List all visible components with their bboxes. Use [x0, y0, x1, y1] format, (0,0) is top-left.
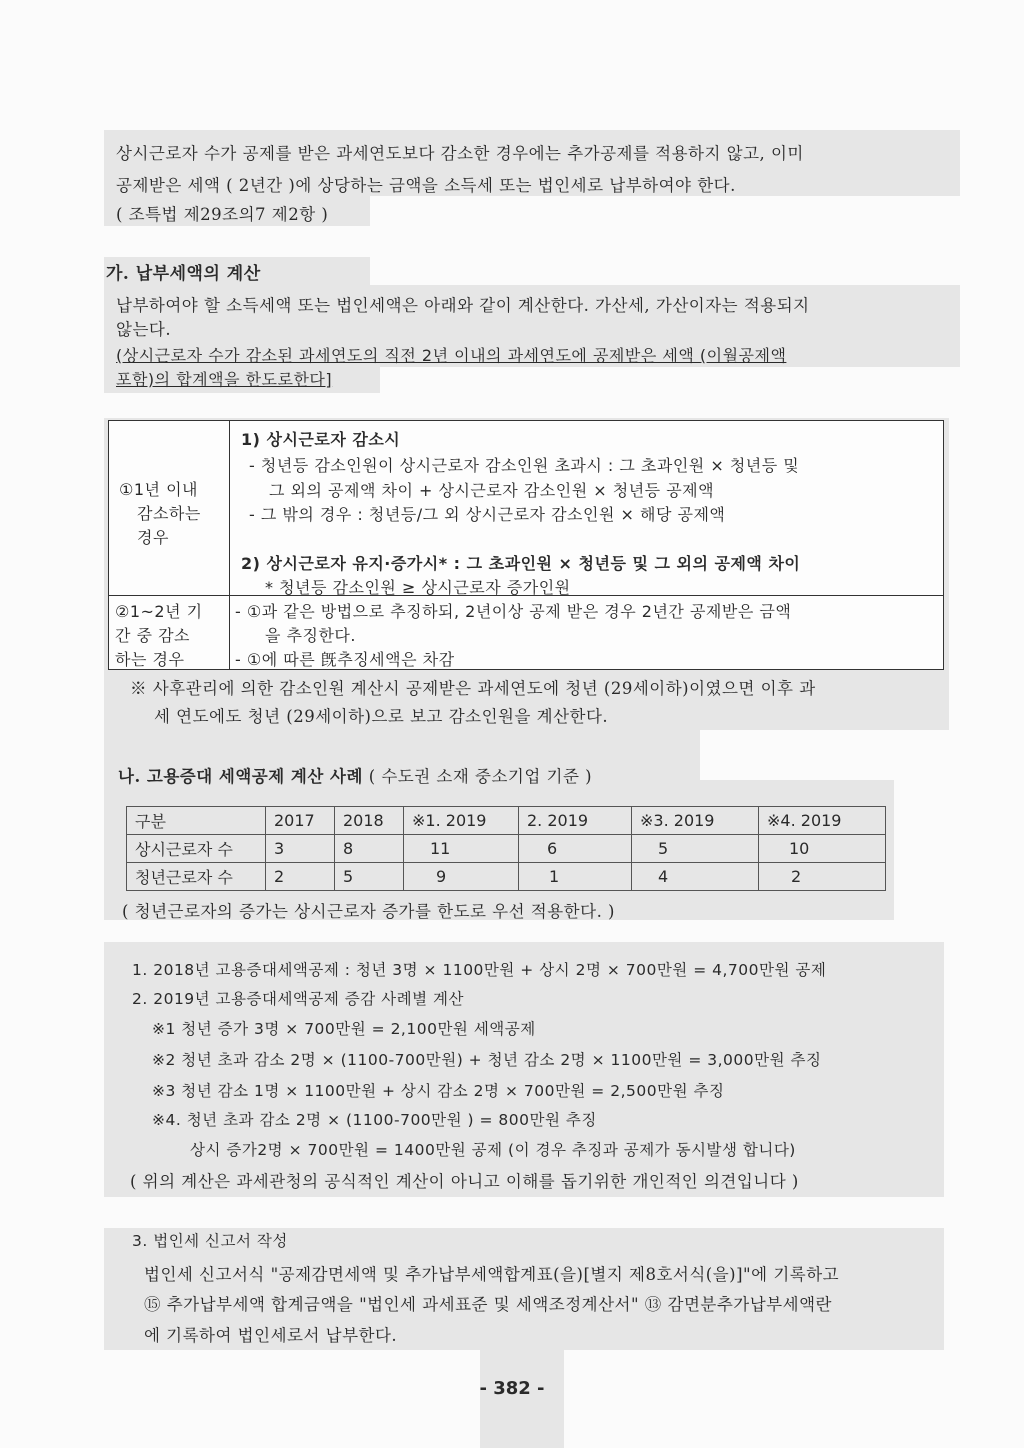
table-cell: 4 — [632, 863, 759, 891]
table-cell: 1 — [519, 863, 632, 891]
paragraph-line: ⑮ 추가납부세액 합계금액을 "법인세 과세표준 및 세액조정계산서" ⑬ 감면분추가납부세액란 — [144, 1295, 832, 1314]
row-label: 경우 — [137, 528, 169, 547]
scan-shading — [480, 1350, 564, 1448]
calc-item: ※3 청년 감소 1명 × 1100만원 + 상시 감소 2명 × 700만원 = 2,500만원 추징 — [152, 1082, 725, 1100]
section-heading-title: 나. 고용증대 세액공제 계산 사례 — [118, 767, 363, 786]
row-label: 감소하는 — [137, 504, 201, 523]
box-divider — [229, 421, 230, 669]
table-row — [127, 835, 886, 863]
table-cell: 9 — [404, 863, 519, 891]
disclaimer: ( 위의 계산은 과세관청의 공식적인 계산이 아니고 이해를 돕기위한 개인적인 의견입니다 ) — [130, 1172, 799, 1191]
calc-item: ※2 청년 초과 감소 2명 × (1100-700만원) + 청년 감소 2명 × 1100만원 = 3,000만원 추징 — [152, 1051, 822, 1069]
table-note: ( 청년근로자의 증가는 상시근로자 증가를 한도로 우선 적용한다. ) — [122, 902, 615, 921]
rule-line: - 청년등 감소인원이 상시근로자 감소인원 초과시 : 그 초과인원 × 청년등 및 — [249, 456, 800, 475]
calc-item: ※4. 청년 초과 감소 2명 × (1100-700만원 ) = 800만원 추징 — [152, 1111, 597, 1129]
note-line: 세 연도에도 청년 (29세이하)으로 보고 감소인원을 계산한다. — [154, 707, 609, 726]
section-heading — [118, 763, 592, 787]
section-heading-suffix: ( 수도권 소재 중소기업 기준 ) — [368, 767, 593, 786]
note-line: ※ 사후관리에 의한 감소인원 계산시 공제받은 과세연도에 청년 (29세이하)이였으면 이후 과 — [130, 679, 816, 698]
table-header-cell: 2017 — [266, 807, 335, 835]
section-heading: 가. 납부세액의 계산 — [106, 264, 261, 284]
table-cell: 2 — [759, 863, 886, 891]
table-header-cell: ※3. 2019 — [632, 807, 759, 835]
rule-line: 그 외의 공제액 차이 + 상시근로자 감소인원 × 청년등 공제액 — [269, 481, 715, 500]
rule-line: - ①에 따른 旣추징세액은 차감 — [235, 650, 455, 669]
table-cell: 청년근로자 수 — [127, 863, 266, 891]
table-header-cell: ※4. 2019 — [759, 807, 886, 835]
table-cell: 5 — [335, 863, 404, 891]
table-row — [127, 863, 886, 891]
table-cell: 10 — [759, 835, 886, 863]
rule-line: 1) 상시근로자 감소시 — [241, 430, 401, 449]
rules-box — [108, 420, 944, 670]
table-header-cell: ※1. 2019 — [404, 807, 519, 835]
table-cell: 3 — [266, 835, 335, 863]
intro-line: ( 조특법 제29조의7 제2항 ) — [116, 205, 329, 224]
table-cell: 11 — [404, 835, 519, 863]
calc-item: 2. 2019년 고용증대세액공제 증감 사례별 계산 — [132, 990, 464, 1008]
row-label: ①1년 이내 — [119, 480, 198, 499]
rule-line: - 그 밖의 경우 : 청년등/그 외 상시근로자 감소인원 × 해당 공제액 — [249, 505, 726, 524]
intro-line: 공제받은 세액 ( 2년간 )에 상당하는 금액을 소득세 또는 법인세로 납부하여야 한다. — [116, 176, 736, 195]
page-number: - 382 - — [479, 1378, 545, 1399]
calc-item: 상시 증가2명 × 700만원 = 1400만원 공제 (이 경우 추징과 공제가 동시발생 합니다) — [190, 1141, 796, 1159]
paragraph-line: 법인세 신고서식 "공제감면세액 및 추가납부세액합계표(을)[별지 제8호서식(을)]"에 기록하고 — [144, 1265, 840, 1284]
paragraph-line: 포함)의 합계액을 한도로한다] — [116, 370, 333, 389]
paragraph-line: 납부하여야 할 소득세액 또는 법인세액은 아래와 같이 계산한다. 가산세, 가산이자는 적용되지 — [116, 296, 810, 315]
table-cell: 8 — [335, 835, 404, 863]
table-cell: 5 — [632, 835, 759, 863]
row-label: ②1~2년 기 — [115, 602, 203, 621]
table-cell: 6 — [519, 835, 632, 863]
row-label: 간 중 감소 — [115, 626, 190, 645]
calc-item-title: 3. 법인세 신고서 작성 — [132, 1232, 288, 1250]
calc-item: 1. 2018년 고용증대세액공제 : 청년 3명 × 1100만원 + 상시 2명 × 700만원 = 4,700만원 공제 — [132, 961, 827, 979]
row-label: 하는 경우 — [115, 650, 185, 669]
rule-line: 을 추징한다. — [265, 626, 356, 645]
paragraph-line: (상시근로자 수가 감소된 과세연도의 직전 2년 이내의 과세연도에 공제받은 세액 (이월공제액 — [116, 346, 787, 365]
table-cell: 2 — [266, 863, 335, 891]
table-header-cell: 구분 — [127, 807, 266, 835]
rule-line: 2) 상시근로자 유지·증가시* : 그 초과인원 × 청년등 및 그 외의 공제액 차이 — [241, 554, 801, 573]
paragraph-line: 않는다. — [116, 320, 172, 339]
intro-line: 상시근로자 수가 공제를 받은 과세연도보다 감소한 경우에는 추가공제를 적용하지 않고, 이미 — [116, 144, 804, 163]
calc-item: ※1 청년 증가 3명 × 700만원 = 2,100만원 세액공제 — [152, 1020, 536, 1038]
table-header-cell: 2. 2019 — [519, 807, 632, 835]
table-cell: 상시근로자 수 — [127, 835, 266, 863]
table-header-row — [127, 807, 886, 835]
paragraph-line: 에 기록하여 법인세로서 납부한다. — [144, 1326, 398, 1345]
rule-line: - ①과 같은 방법으로 추징하되, 2년이상 공제 받은 경우 2년간 공제받은 금액 — [235, 602, 792, 621]
rule-line: * 청년등 감소인원 ≥ 상시근로자 증가인원 — [265, 578, 571, 597]
table-header-cell: 2018 — [335, 807, 404, 835]
example-table — [126, 806, 886, 891]
